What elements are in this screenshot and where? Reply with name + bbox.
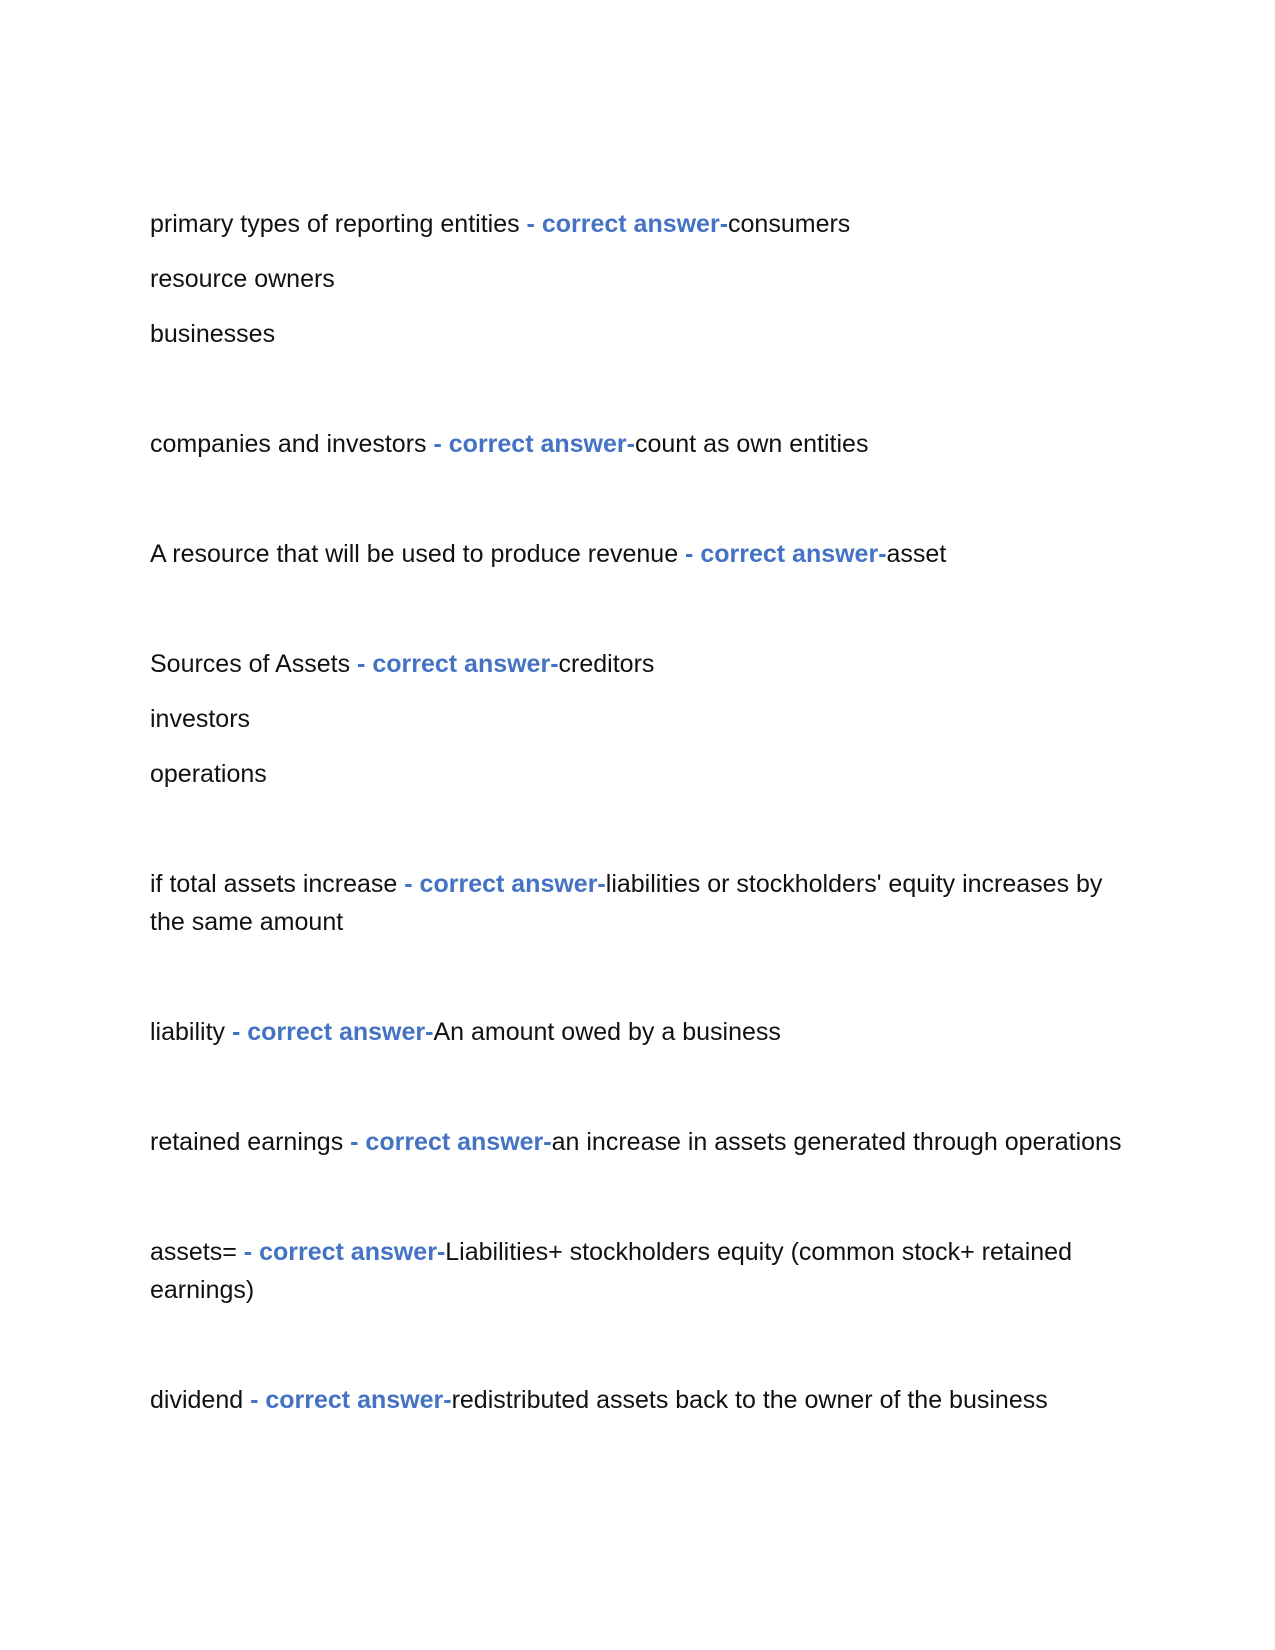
flashcard-entry <box>150 1233 1130 1309</box>
flashcard-entry <box>150 205 1130 353</box>
term-text: dividend <box>150 1386 244 1414</box>
answer-text: redistributed assets back to the owner of the business <box>451 1386 1048 1414</box>
answer-continuation-line: operations <box>150 760 267 788</box>
answer-continuation-line: resource owners <box>150 265 335 293</box>
flashcard-entry <box>150 1381 1130 1419</box>
document-page <box>150 205 1130 1491</box>
answer-text: creditors <box>558 650 655 678</box>
term-text: if total assets increase <box>150 870 398 898</box>
answer-text: an increase in assets generated through operations <box>551 1128 1122 1156</box>
question-line <box>150 1123 1130 1161</box>
term-text: assets= <box>150 1238 237 1266</box>
question-line <box>150 1013 1130 1051</box>
term-text: primary types of reporting entities <box>150 210 520 238</box>
flashcard-entry <box>150 1123 1130 1161</box>
question-line <box>150 535 1130 573</box>
flashcard-entry <box>150 645 1130 793</box>
answer-text: An amount owed by a business <box>433 1018 781 1046</box>
question-line <box>150 645 1130 683</box>
flashcard-entry <box>150 865 1130 941</box>
answer-text: consumers <box>728 210 851 238</box>
correct-answer-marker: - correct answer- <box>426 430 635 458</box>
question-line <box>150 1381 1130 1419</box>
term-text: liability <box>150 1018 226 1046</box>
answer-text: liabilities or stockholders' equity increases by the same amount <box>150 870 1103 936</box>
term-text: retained earnings <box>150 1128 344 1156</box>
correct-answer-marker: - correct answer- <box>397 870 606 898</box>
question-line <box>150 865 1130 941</box>
term-text: A resource that will be used to produce revenue <box>150 540 679 568</box>
answer-text: Liabilities+ stockholders equity (common stock+ retained earnings) <box>150 1238 1072 1304</box>
flashcard-entry <box>150 535 1130 573</box>
answer-text: count as own entities <box>634 430 869 458</box>
question-line <box>150 205 1130 243</box>
flashcard-entry <box>150 1013 1130 1051</box>
term-text: companies and investors <box>150 430 427 458</box>
flashcard-entry <box>150 425 1130 463</box>
correct-answer-marker: - correct answer- <box>236 1238 446 1266</box>
correct-answer-marker: - correct answer- <box>350 650 559 678</box>
answer-text: asset <box>886 540 947 568</box>
answer-continuation-line: investors <box>150 705 251 733</box>
correct-answer-marker: - correct answer- <box>519 210 729 238</box>
question-line <box>150 425 1130 463</box>
answer-continuation-line: businesses <box>150 320 276 348</box>
correct-answer-marker: - correct answer- <box>343 1128 552 1156</box>
correct-answer-marker: - correct answer- <box>678 540 887 568</box>
correct-answer-marker: - correct answer- <box>225 1018 434 1046</box>
correct-answer-marker: - correct answer- <box>243 1386 452 1414</box>
term-text: Sources of Assets <box>150 650 351 678</box>
question-line <box>150 1233 1130 1309</box>
